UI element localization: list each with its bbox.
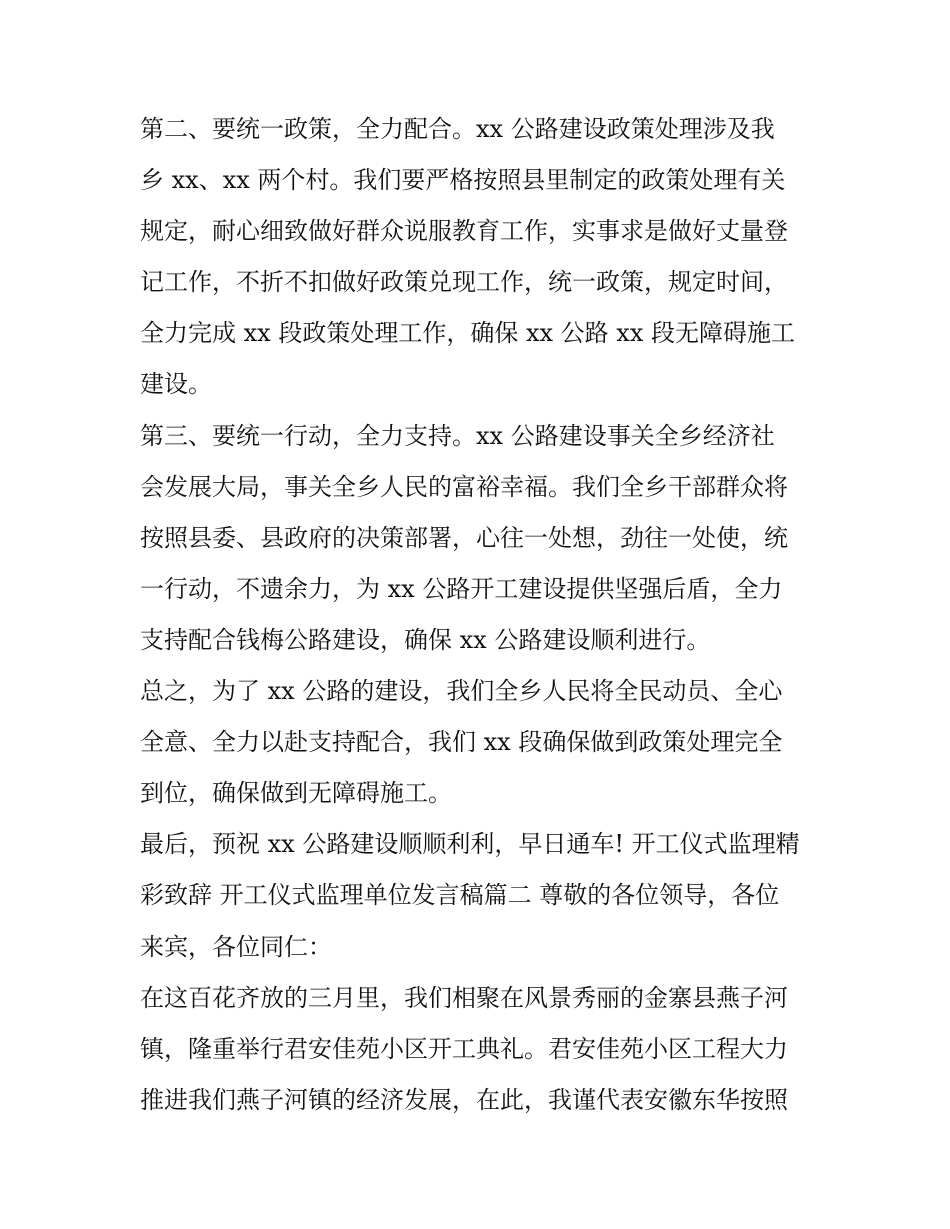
text-line: 来宾，各位同仁： [140,932,332,961]
text-line: 支持配合钱梅公路建设，确保 xx 公路建设顺利进行。 [140,625,711,654]
paragraph-action [140,411,820,666]
text-line: 全意、全力以赴支持配合，我们 xx 段确保做到政策处理完全 [140,728,783,757]
text-line: 镇，隆重举行君安佳苑小区开工典礼。君安佳苑小区工程大力 [140,1034,788,1063]
document-body [140,104,820,1126]
text-line: 全力完成 xx 段政策处理工作，确保 xx 公路 xx 段无障碍施工 [140,319,795,348]
text-line: 建设。 [140,370,212,399]
paragraph-speech-opening [140,973,820,1126]
text-line: 乡 xx、xx 两个村。我们要严格按照县里制定的政策处理有关 [140,166,786,195]
text-line: 在这百花齐放的三月里，我们相聚在风景秀丽的金寨县燕子河 [140,983,788,1012]
text-line: 记工作，不折不扣做好政策兑现工作，统一政策，规定时间， [140,268,788,297]
text-line: 到位，确保做到无障碍施工。 [140,779,452,808]
text-line: 推进我们燕子河镇的经济发展，在此，我谨代表安徽东华按照 [140,1085,788,1114]
text-line: 一行动，不遗余力，为 xx 公路开工建设提供坚强后盾，全力 [140,574,783,603]
paragraph-closing [140,819,820,972]
text-line: 第三、要统一行动，全力支持。xx 公路建设事关全乡经济社 [140,421,775,450]
text-line: 规定，耐心细致做好群众说服教育工作，实事求是做好丈量登 [140,217,788,246]
text-line: 最后，预祝 xx 公路建设顺顺利利，早日通车! 开工仪式监理精 [140,830,800,859]
text-line: 第二、要统一政策，全力配合。xx 公路建设政策处理涉及我 [140,115,775,143]
text-line: 会发展大局，事关全乡人民的富裕幸福。我们全乡干部群众将 [140,472,788,501]
paragraph-summary [140,666,820,819]
paragraph-policy [140,104,820,411]
text-line: 总之，为了 xx 公路的建设，我们全乡人民将全民动员、全心 [140,677,783,706]
text-line: 彩致辞 开工仪式监理单位发言稿篇二 尊敬的各位领导，各位 [140,881,780,910]
text-line: 按照县委、县政府的决策部署，心往一处想，劲往一处使，统 [140,523,788,552]
